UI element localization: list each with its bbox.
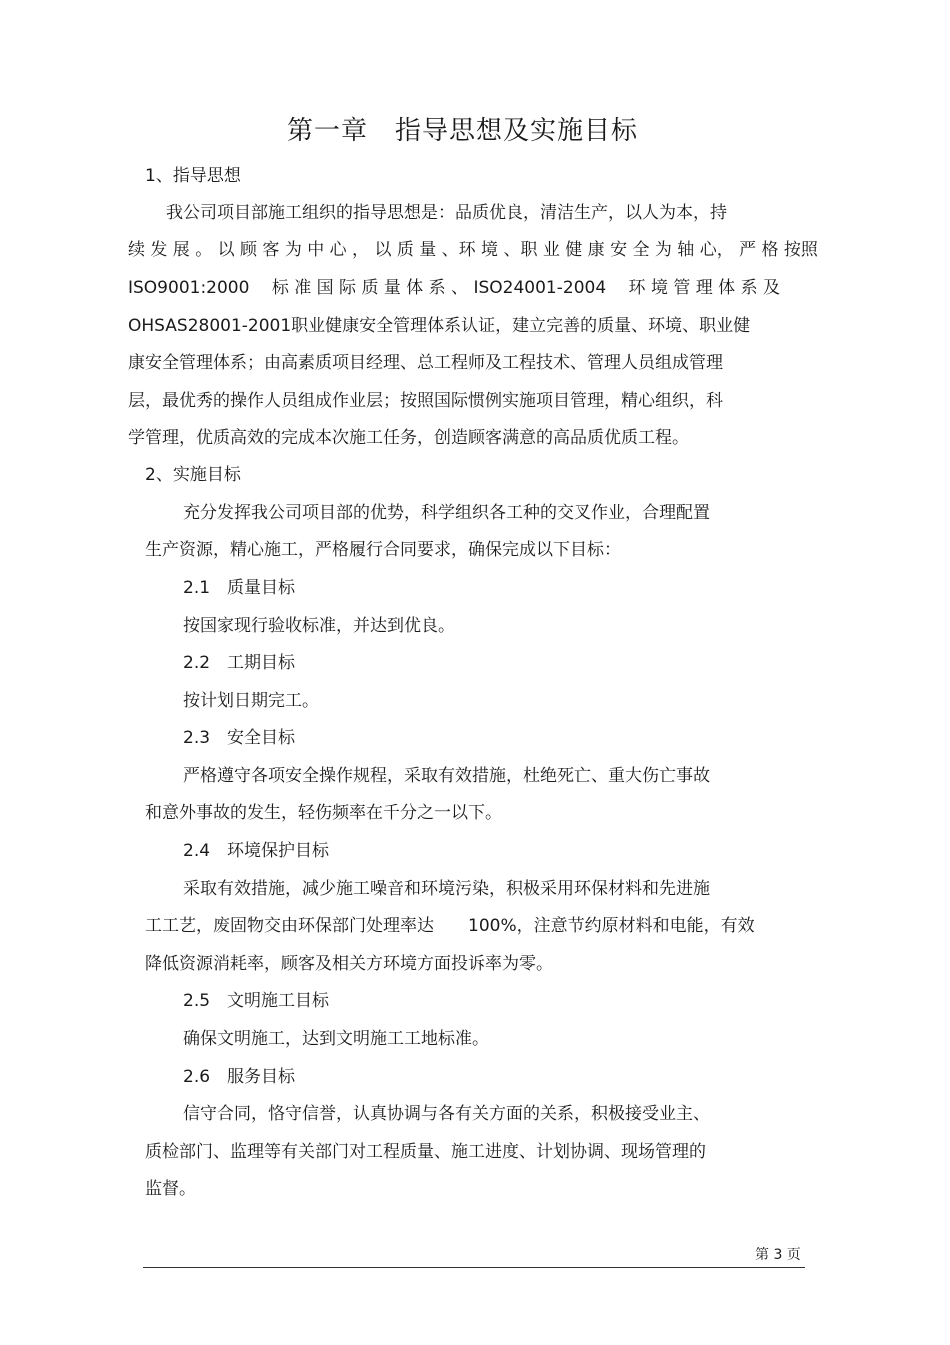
- page-number: 第 3 页: [755, 1247, 801, 1263]
- paragraph-line: 学管理，优质高效的完成本次施工任务，创造顾客满意的高品质优质工程。: [128, 428, 689, 448]
- paragraph-line: 生产资源，精心施工，严格履行合同要求，确保完成以下目标：: [145, 540, 621, 560]
- subheading-service-goal: 2.6 服务目标: [183, 1067, 296, 1087]
- paragraph-line: 充分发挥我公司项目部的优势，科学组织各工种的交叉作业，合理配置: [183, 503, 710, 523]
- paragraph-line: 康安全管理体系；由高素质项目经理、总工程师及工程技术、管理人员组成管理: [128, 353, 723, 373]
- paragraph-line: 质检部门、监理等有关部门对工程质量、施工进度、计划协调、现场管理的: [145, 1142, 706, 1162]
- paragraph-line: OHSAS28001-2001职业健康安全管理体系认证，建立完善的质量、环境、职业健: [128, 316, 751, 336]
- footer-divider: [143, 1267, 805, 1268]
- subheading-safety-goal: 2.3 安全目标: [183, 728, 296, 748]
- chapter-title: 第一章 指导思想及实施目标: [286, 116, 638, 146]
- paragraph-line: 层，最优秀的操作人员组成作业层；按照国际惯例实施项目管理，精心组织，科: [128, 391, 723, 411]
- section-heading-implementation-goals: 2、实施目标: [145, 465, 241, 485]
- paragraph-line: 监督。: [145, 1179, 196, 1199]
- subheading-environment-goal: 2.4 环境保护目标: [183, 841, 330, 861]
- paragraph-line: 按计划日期完工。: [183, 691, 319, 711]
- paragraph-line: 降低资源消耗率，顾客及相关方环境方面投诉率为零。: [145, 954, 553, 974]
- paragraph-line: 和意外事故的发生，轻伤频率在千分之一以下。: [145, 803, 502, 823]
- paragraph-line: 我公司项目部施工组织的指导思想是：品质优良，清洁生产，以人为本，持: [166, 203, 727, 223]
- subheading-quality-goal: 2.1 质量目标: [183, 578, 296, 598]
- paragraph-line: 确保文明施工，达到文明施工工地标准。: [183, 1029, 489, 1049]
- paragraph-line: 续 发 展 。 以 顾 客 为 中 心 ， 以 质 量 、环 境 、职 业 健 康 安 全 为 轴 心， 严 格 按照: [128, 240, 818, 260]
- paragraph-line: ISO9001:2000 标 准 国 际 质 量 体 系 、 ISO24001-2004 环 境 管 理 体 系 及: [128, 278, 780, 298]
- subheading-civilized-construction-goal: 2.5 文明施工目标: [183, 991, 330, 1011]
- paragraph-line: 严格遵守各项安全操作规程，采取有效措施，杜绝死亡、重大伤亡事故: [183, 766, 710, 786]
- section-heading-guiding-ideology: 1、指导思想: [145, 166, 241, 186]
- paragraph-line: 工工艺，废固物交由环保部门处理率达 100%，注意节约原材料和电能，有效: [145, 916, 755, 936]
- paragraph-line: 信守合同，恪守信誉，认真协调与各有关方面的关系，积极接受业主、: [183, 1104, 710, 1124]
- paragraph-line: 按国家现行验收标准，并达到优良。: [183, 616, 455, 636]
- paragraph-line: 采取有效措施，减少施工噪音和环境污染，积极采用环保材料和先进施: [183, 879, 710, 899]
- subheading-schedule-goal: 2.2 工期目标: [183, 653, 296, 673]
